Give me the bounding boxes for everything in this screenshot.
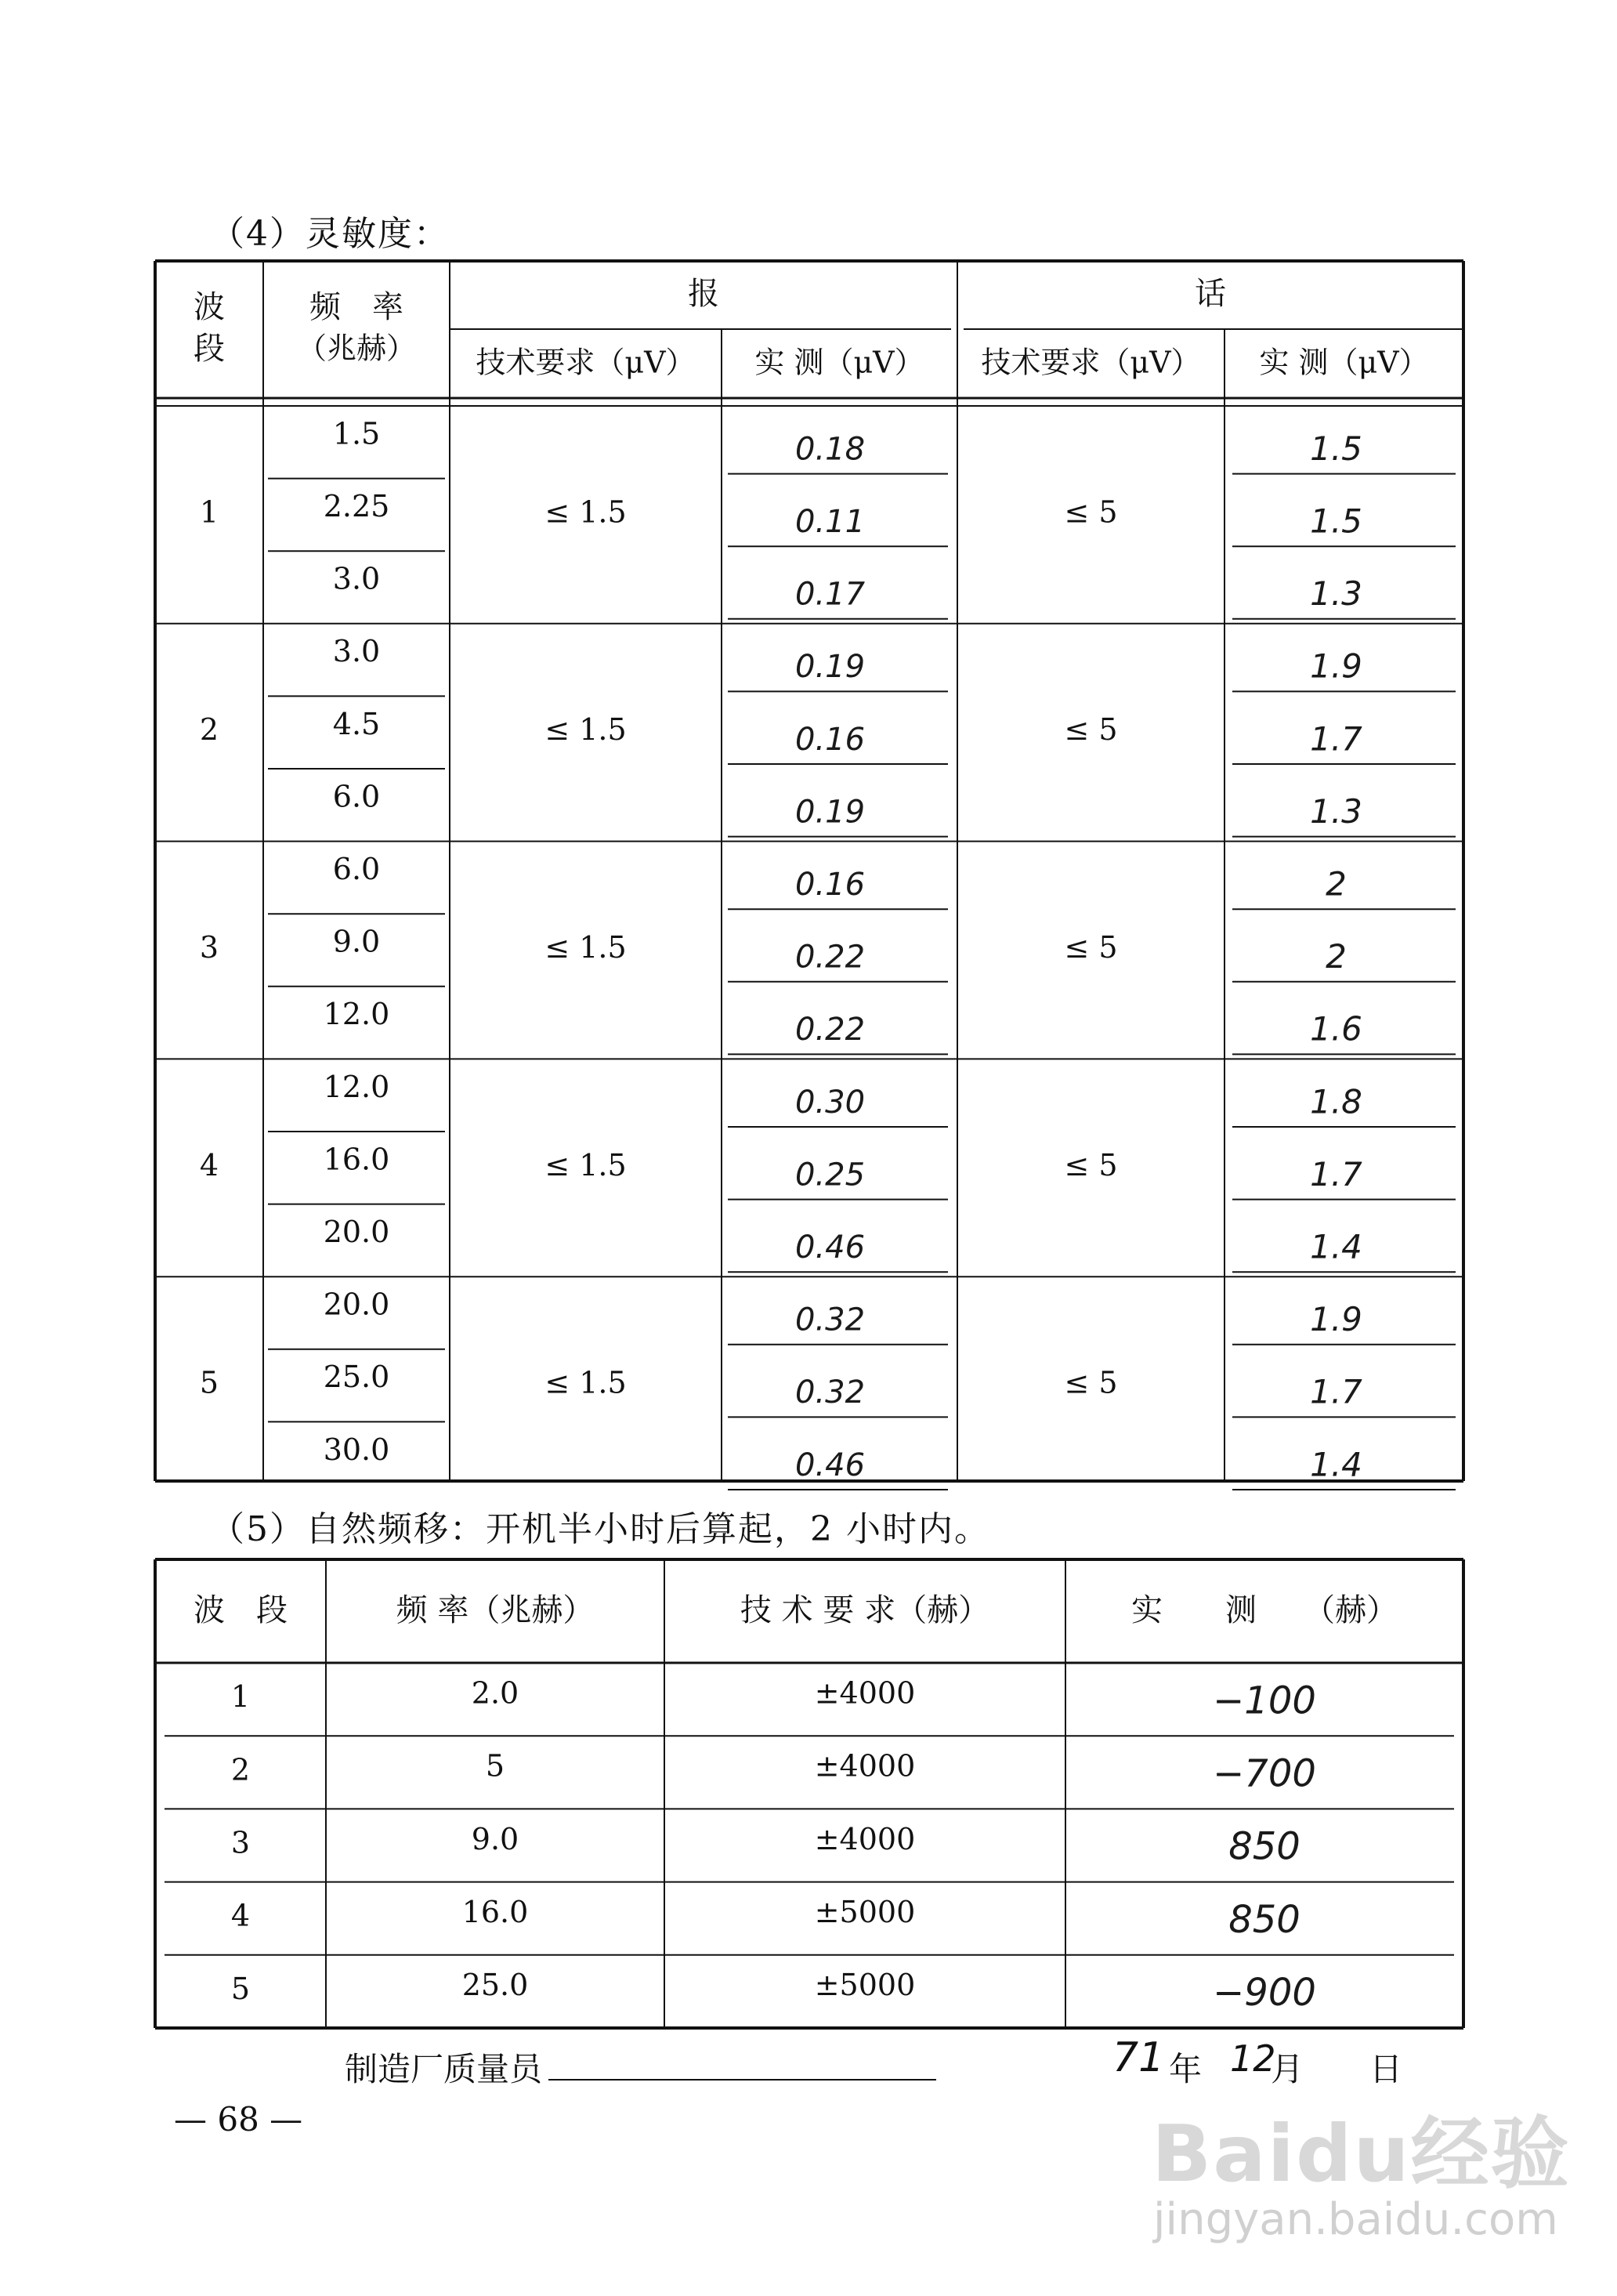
bao-measured-value: 0.30 (794, 1084, 866, 1121)
hua-requirement: ≤ 5 (1064, 1365, 1118, 1400)
page-number: — 68 — (174, 2100, 303, 2138)
frequency-value: 5 (485, 1748, 505, 1784)
requirement-value: ±5000 (814, 1968, 916, 2003)
header-hua-meas: 实 测（μV） (1259, 345, 1429, 380)
frequency-value: 9.0 (332, 924, 381, 959)
section-4-title: （4）灵敏度： (210, 214, 450, 254)
header-bao-meas: 实 测（μV） (754, 345, 924, 380)
hua-requirement: ≤ 5 (1064, 1147, 1118, 1182)
inspector-label: 制造厂质量员 (345, 2050, 543, 2088)
frequency-value: 9.0 (471, 1821, 519, 1856)
frequency-value: 2.25 (323, 488, 390, 523)
frequency-value: 16.0 (461, 1895, 529, 1930)
header-freq-1: 频 率 (309, 289, 403, 325)
year-label: 年 (1169, 2050, 1203, 2088)
band-number: 2 (230, 1752, 251, 1787)
bao-measured-value: 0.17 (794, 576, 866, 613)
measured-drift-value: −900 (1213, 1971, 1316, 2015)
frequency-value: 6.0 (332, 779, 381, 814)
day-label: 日 (1369, 2050, 1403, 2088)
hua-measured-value: 1.4 (1310, 1227, 1362, 1266)
bao-measured-value: 0.32 (794, 1302, 866, 1338)
hua-measured-value: 2 (1326, 937, 1347, 976)
band-number: 5 (199, 1365, 219, 1400)
bao-measured-value: 0.46 (794, 1229, 866, 1266)
watermark-url: jingyan.baidu.com (1153, 2194, 1558, 2245)
hua-measured-value: 1.7 (1310, 1372, 1362, 1411)
hua-requirement: ≤ 5 (1064, 930, 1118, 965)
header-bao-req: 技术要求（μV） (476, 345, 696, 380)
header-band-1: 波 (194, 289, 225, 325)
month-label: 月 (1271, 2050, 1304, 2088)
header-hua: 话 (1195, 276, 1226, 312)
hua-measured-value: 2 (1326, 864, 1347, 904)
requirement-value: ±4000 (814, 1748, 916, 1784)
hua-measured-value: 1.5 (1310, 429, 1362, 468)
hua-measured-value: 1.6 (1310, 1009, 1362, 1048)
inspector-signature-line (548, 2079, 936, 2081)
month-handwritten: 12 (1230, 2037, 1276, 2080)
bao-measured-value: 0.19 (794, 794, 866, 831)
watermark-brand: Baidu经验 (1152, 2108, 1571, 2200)
header-hua-req: 技术要求（μV） (981, 345, 1201, 380)
bao-measured-value: 0.19 (794, 649, 866, 686)
frequency-value: 1.5 (332, 416, 381, 451)
requirement-value: ±5000 (814, 1895, 916, 1930)
header-requirement: 技 术 要 求（赫） (740, 1592, 990, 1628)
frequency-value: 3.0 (332, 634, 381, 669)
bao-requirement: ≤ 1.5 (544, 712, 627, 748)
frequency-value: 3.0 (332, 561, 381, 596)
bao-measured-value: 0.11 (794, 504, 866, 541)
requirement-value: ±4000 (814, 1821, 916, 1856)
hua-measured-value: 1.9 (1310, 646, 1362, 686)
measured-drift-value: 850 (1228, 1897, 1300, 1942)
frequency-value: 25.0 (461, 1968, 529, 2003)
bao-measured-value: 0.16 (794, 721, 866, 758)
frequency-value: 2.0 (471, 1675, 519, 1711)
hua-requirement: ≤ 5 (1064, 494, 1118, 530)
band-number: 4 (230, 1898, 251, 1933)
band-number: 4 (199, 1147, 219, 1182)
frequency-value: 4.5 (332, 706, 381, 741)
header-band-2: 段 (194, 331, 225, 367)
measured-drift-value: 850 (1228, 1824, 1300, 1869)
bao-requirement: ≤ 1.5 (544, 1365, 627, 1400)
header-band: 波 段 (194, 1592, 288, 1628)
frequency-value: 20.0 (323, 1214, 390, 1249)
hua-measured-value: 1.8 (1310, 1082, 1362, 1121)
band-number: 1 (199, 494, 219, 530)
bao-measured-value: 0.22 (794, 1012, 866, 1048)
bao-requirement: ≤ 1.5 (544, 494, 627, 530)
band-number: 3 (199, 930, 219, 965)
frequency-value: 6.0 (332, 851, 381, 886)
header-bao: 报 (688, 276, 719, 312)
frequency-value: 20.0 (323, 1287, 390, 1322)
header-measured: 实 测 （赫） (1131, 1592, 1398, 1628)
bao-measured-value: 0.46 (794, 1447, 866, 1483)
frequency-value: 16.0 (323, 1142, 390, 1177)
hua-measured-value: 1.7 (1310, 719, 1362, 759)
year-handwritten: 71 (1112, 2034, 1165, 2081)
band-number: 2 (199, 712, 219, 748)
hua-measured-value: 1.7 (1310, 1154, 1362, 1193)
hua-measured-value: 1.4 (1310, 1445, 1362, 1484)
hua-measured-value: 1.5 (1310, 502, 1362, 541)
hua-requirement: ≤ 5 (1064, 712, 1118, 748)
section-5-title: （5）自然频移：开机半小时后算起，2 小时内。 (210, 1509, 990, 1549)
frequency-value: 12.0 (323, 1069, 390, 1104)
measured-drift-value: −100 (1213, 1679, 1316, 1723)
frequency-value: 30.0 (323, 1432, 390, 1467)
measured-drift-value: −700 (1213, 1751, 1316, 1796)
frequency-value: 25.0 (323, 1360, 390, 1395)
hua-measured-value: 1.3 (1310, 574, 1362, 614)
hua-measured-value: 1.9 (1310, 1300, 1362, 1339)
requirement-value: ±4000 (814, 1675, 916, 1711)
band-number: 1 (230, 1679, 251, 1715)
header-frequency: 频 率（兆赫） (396, 1592, 595, 1628)
bao-measured-value: 0.18 (794, 431, 866, 468)
band-number: 5 (230, 1971, 251, 2006)
bao-measured-value: 0.32 (794, 1374, 866, 1411)
bao-measured-value: 0.16 (794, 867, 866, 904)
bao-requirement: ≤ 1.5 (544, 930, 627, 965)
frequency-value: 12.0 (323, 997, 390, 1032)
band-number: 3 (230, 1825, 251, 1860)
header-freq-2: （兆赫） (296, 331, 417, 366)
hua-measured-value: 1.3 (1310, 791, 1362, 831)
bao-measured-value: 0.22 (794, 939, 866, 976)
bao-requirement: ≤ 1.5 (544, 1147, 627, 1182)
bao-measured-value: 0.25 (794, 1157, 866, 1193)
